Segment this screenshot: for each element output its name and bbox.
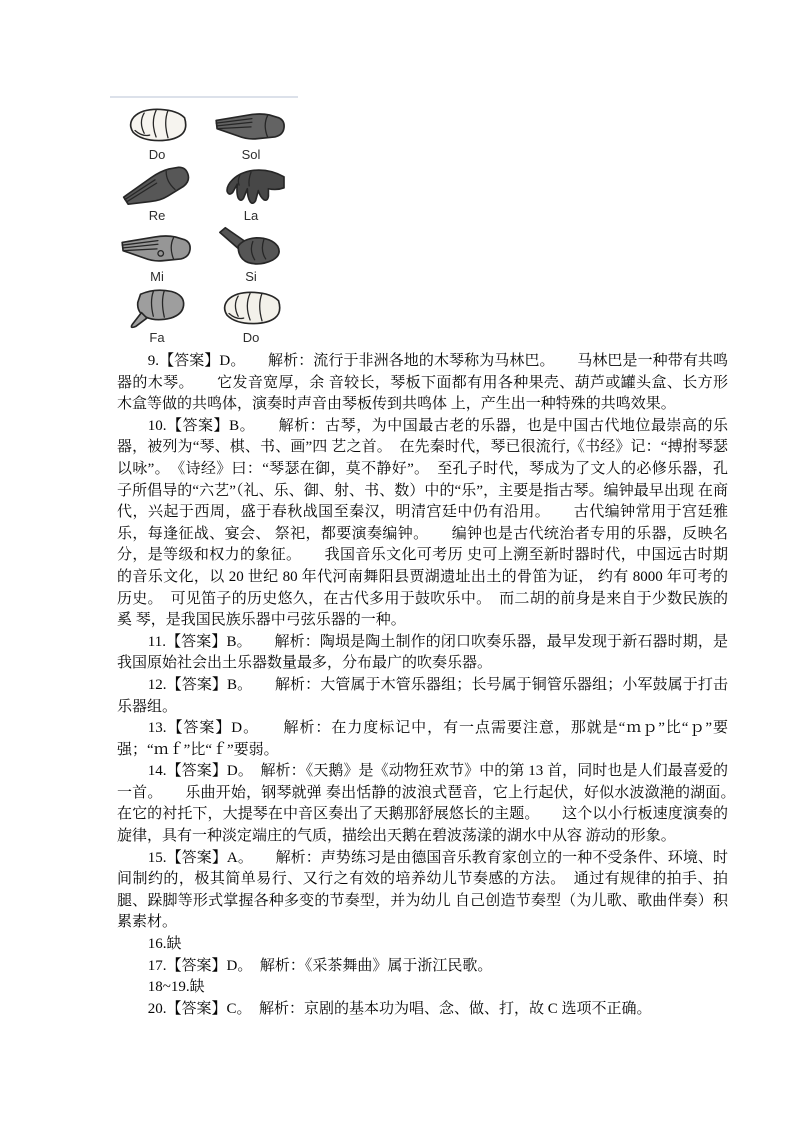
hand-sign-do-high (204, 285, 298, 346)
hand-sign-si (204, 224, 298, 285)
answer-item-18-19: 18~19.缺 (147, 979, 205, 996)
hand-fist-do-icon (211, 286, 291, 330)
figure-top-border (110, 96, 298, 98)
answer-item-12: 12.【答案】B。 解析：大管属于木管乐器组；长号属于铜管乐器组；小军鼓属于打击乐器组。 (117, 676, 728, 715)
hand-sign-label: Do (148, 147, 166, 162)
hand-sign-sol (204, 102, 298, 163)
answer-item-13: 13.【答案】D。 解析：在力度标记中，有一点需要注意，那就是“ｍｐ”比“ｐ”要强；“ｍｆ”比“ｆ”要弱。 (117, 720, 728, 758)
hand-sign-label: Do (242, 330, 260, 345)
hand-signs-figure (110, 96, 298, 346)
hand-sign-row (110, 163, 298, 224)
hand-sign-re (110, 163, 204, 224)
hand-sign-la (204, 163, 298, 224)
hand-sign-label: Re (148, 208, 166, 223)
hand-sign-fa (110, 285, 204, 346)
hand-fist-do-icon (117, 103, 197, 147)
hand-thumb-down-fa-icon (117, 286, 197, 330)
hand-sign-do-low (110, 102, 204, 163)
answer-item-20: 20.【答案】C。 解析：京剧的基本功为唱、念、做、打，故 C 选项不正确。 (147, 1000, 652, 1017)
answer-item-11: 11.【答案】B。 解析：陶埙是陶土制作的闭口吹奏乐器，最早发现于新石器时期，是我国原始社会出土乐器数量最多，分布最广的吹奏乐器。 (117, 633, 728, 672)
hand-sign-row (110, 102, 298, 163)
answer-item-9: 9.【答案】D。 解析：流行于非洲各地的木琴称为马林巴。 马林巴是一种带有共鸣器的木琴。 它发音宽厚，余 音较长，琴板下面都有用各种果壳、葫芦或罐头盒、长方形木盒等做的共鸣体，演奏时声音由琴板传到共鸣体 上，产生出一种特殊的共鸣效果。 (117, 353, 728, 413)
hand-sign-label: Si (245, 269, 257, 284)
answer-item-17: 17.【答案】D。 解析：《采茶舞曲》属于浙江民歌。 (147, 957, 493, 974)
hand-sign-mi (110, 224, 204, 285)
answer-item-10: 10.【答案】B。 解析：古琴，为中国最古老的乐器，也是中国古代地位最崇高的乐器，被列为“琴、棋、书、画”四 艺之首。 在先秦时代，琴已很流行,《书经》记：“搏拊琴瑟以咏”。 《诗经》曰：“琴瑟在御，莫不静好”。 至孔子时代，琴成为了文人的必修乐器，孔子所倡导的“六艺”（礼、乐、御、射、书、数）中的“乐”，主要是指古琴。编钟最早出现 在商代，兴起于西周，盛于春秋战国至秦汉，明清宫廷中仍有沿用。 古代编钟常用于宫廷雅乐，每逢征战、宴会、 祭祀，都要演奏编钟。 编钟也是古代统治者专用的乐器，反映名分，是等级和权力的象征。 我国音乐文化可考历 史可上溯至新时器时代，中国远古时期的音乐文化，以 20 世纪 80 年代河南舞阳县贾湖遗址出土的骨笛为证， 约有 8000 年可考的历史。 可见笛子的历史悠久，在古代多用于鼓吹乐中。 而二胡的前身是来自于少数民族的奚 琴，是我国民族乐器中弓弦乐器的一种。 (117, 417, 728, 629)
answer-item-16: 16.缺 (147, 936, 182, 953)
answer-item-14: 14.【答案】D。 解析：《天鹅》是《动物狂欢节》中的第 13 首，同时也是人们最喜爱的一首。 乐曲开始，钢琴就弹 奏出恬静的波浪式琶音，它上行起伏，好似水波潋滟的湖面。 在它的衬托下，大提琴在中音区奏出了天鹅那舒展悠长的主题。 这个以小行板速度演奏的旋律，具有一种淡定端庄的气质，描绘出天鹅在碧波荡漾的湖水中从容 游动的形象。 (117, 763, 759, 845)
hand-sign-label: Fa (149, 330, 165, 345)
hand-flat-mi-icon (117, 225, 197, 269)
hand-drooping-la-icon (211, 164, 291, 208)
hand-sign-label: Mi (150, 269, 164, 284)
hand-raised-re-icon (117, 164, 197, 208)
hand-sign-label: La (243, 208, 259, 223)
hand-sign-row (110, 285, 298, 346)
answer-item-15: 15.【答案】A。 解析：声势练习是由德国音乐教育家创立的一种不受条件、环境、时间制约的，极其简单易行、又行之有效的培养幼儿节奏感的方法。 通过有规律的拍手、拍腿、跺脚等形式掌握各种多变的节奏型，并为幼儿 自己创造节奏型（为儿歌、歌曲伴奏）积累素材。 (117, 849, 728, 931)
hand-sign-row (110, 224, 298, 285)
answer-key-body (117, 351, 759, 1020)
hand-flat-sol-icon (211, 103, 291, 147)
hand-pointing-si-icon (211, 225, 291, 269)
hand-sign-label: Sol (241, 147, 261, 162)
